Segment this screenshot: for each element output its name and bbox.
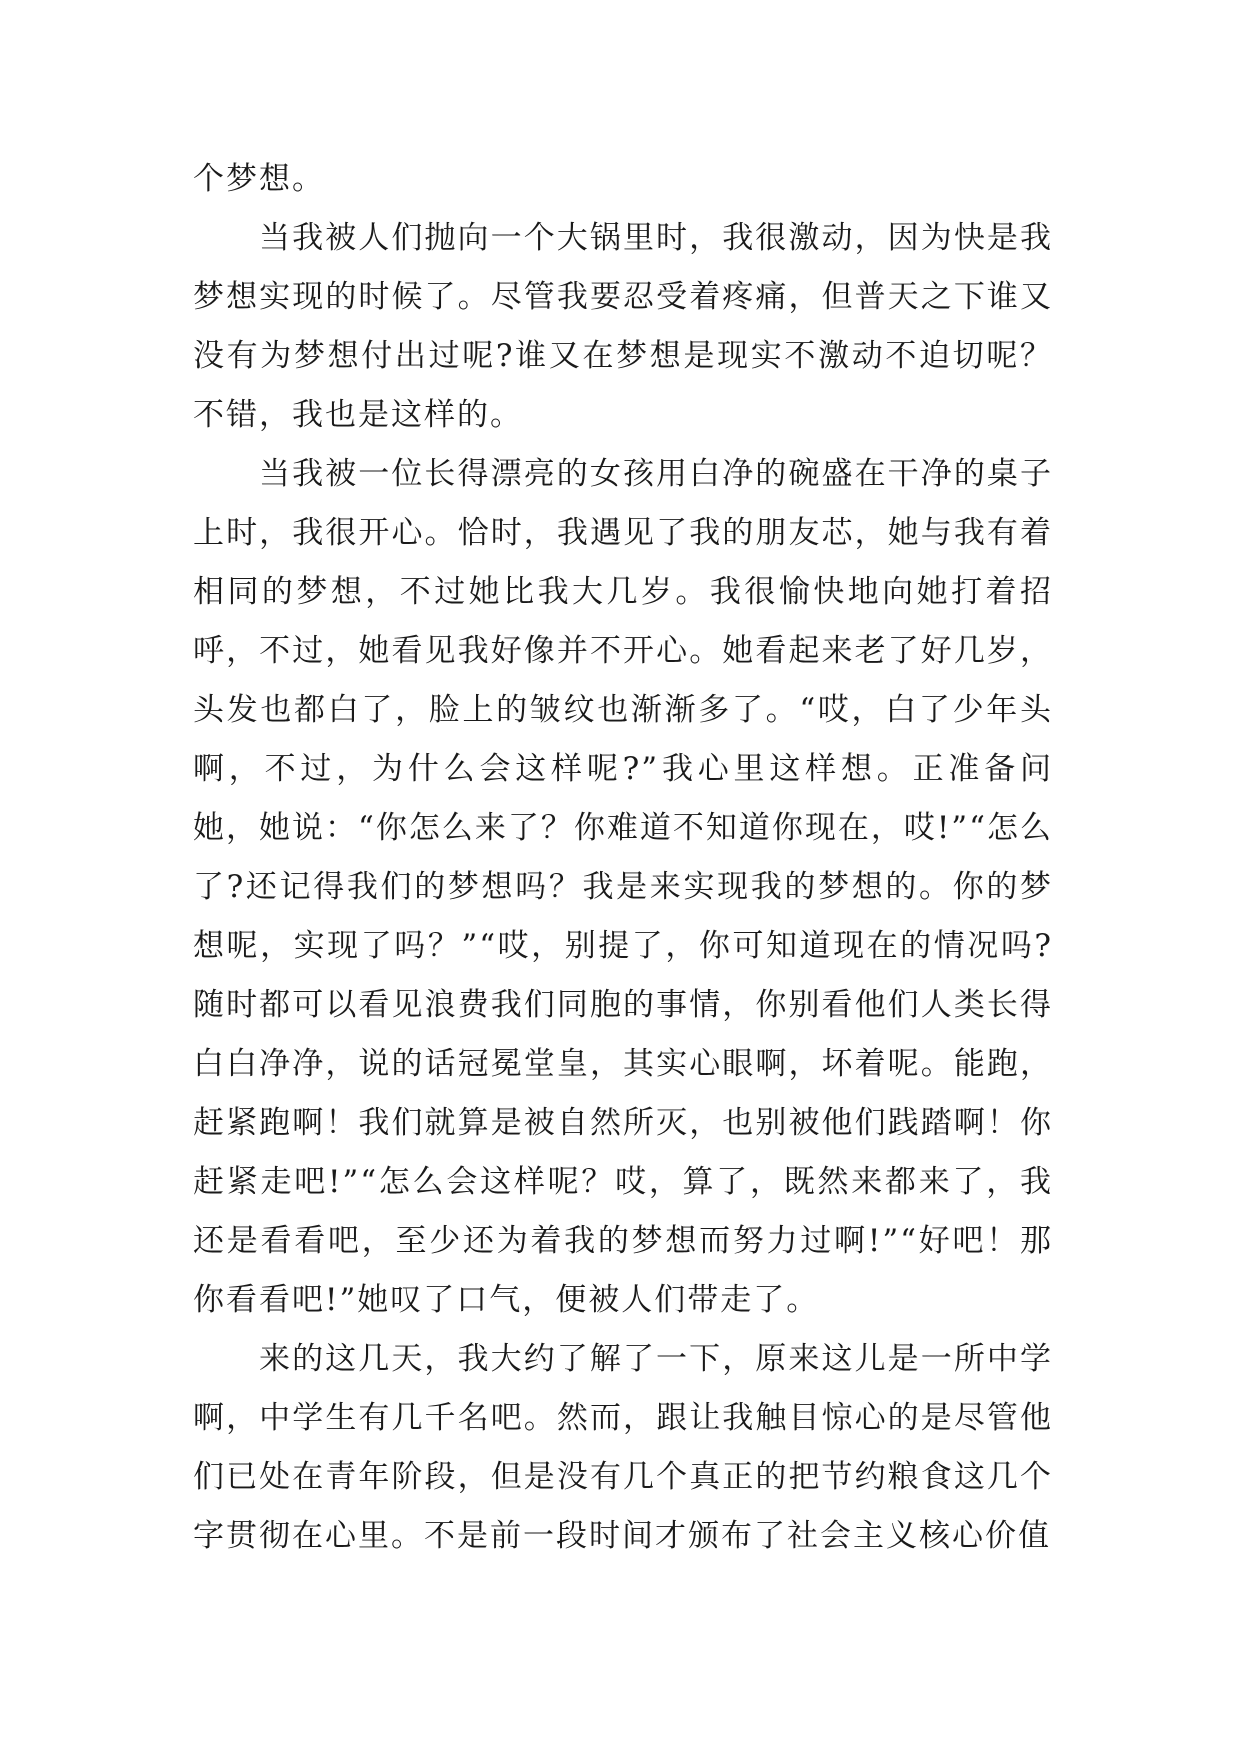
paragraph-school: 来的这几天，我大约了解了一下，原来这儿是一所中学啊，中学生有几千名吧。然而，跟让我触目惊心的是尽管他们已处在青年阶段，但是没有几个真正的把节约粮食这几个字贯彻在心里。不是前一段时间才颁布了社会主义核心价值 [193, 1341, 1053, 1554]
paragraph-bowl-dialogue: 当我被一位长得漂亮的女孩用白净的碗盛在干净的桌子上时，我很开心。恰时，我遇见了我的朋友芯，她与我有着相同的梦想，不过她比我大几岁。我很愉快地向她打着招呼，不过，她看见我好像并不开心。她看起来老了好几岁，头发也都白了，脸上的皱纹也渐渐多了。“哎，白了少年头啊，不过，为什么会这样呢?”我心里这样想。正准备问她，她说：“你怎么来了？你难道不知道你现在，哎!”“怎么了?还记得我们的梦想吗？我是来实现我的梦想的。你的梦想呢，实现了吗？”“哎，别提了，你可知道现在的情况吗?随时都可以看见浪费我们同胞的事情，你别看他们人类长得白白净净，说的话冠冕堂皇，其实心眼啊，坏着呢。能跑，赶紧跑啊！我们就算是被自然所灭，也别被他们践踏啊！你赶紧走吧!”“怎么会这样呢？哎，算了，既然来都来了，我还是看看吧，至少还为着我的梦想而努力过啊!”“好吧！那你看看吧!”她叹了口气，便被人们带走了。 [193, 456, 1053, 1318]
document-body [193, 150, 1053, 1566]
paragraph-continuation: 个梦想。 [193, 161, 325, 197]
paragraph-pot: 当我被人们抛向一个大锅里时，我很激动，因为快是我梦想实现的时候了。尽管我要忍受着疼痛，但普天之下谁又没有为梦想付出过呢?谁又在梦想是现实不激动不迫切呢？不错，我也是这样的。 [193, 220, 1053, 433]
